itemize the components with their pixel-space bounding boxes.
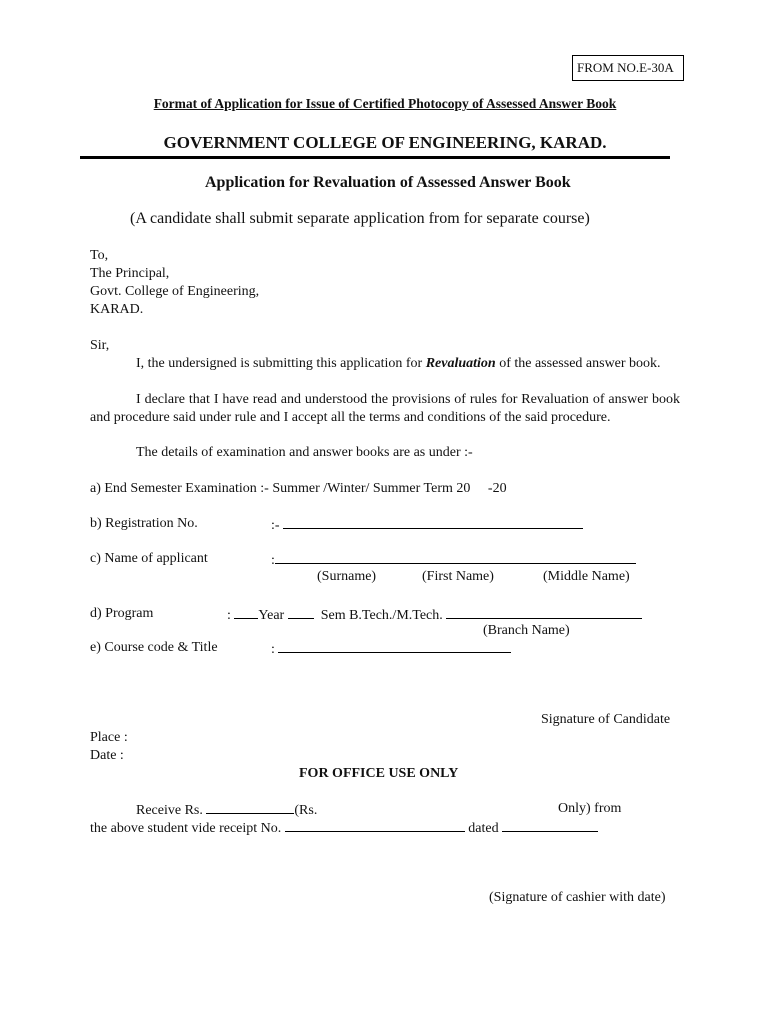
registration-input[interactable] (271, 516, 583, 534)
year-label: Year (258, 608, 285, 623)
candidate-signature: Signature of Candidate (541, 712, 671, 727)
candidate-note: (A candidate shall submit separate application from for separate course) (130, 210, 590, 227)
only-from-label: Only) from (558, 801, 622, 816)
place-label: Place : (90, 730, 128, 745)
field-course-label: e) Course code & Title (90, 640, 218, 655)
receipt-label: the above student vide receipt No. (90, 821, 282, 836)
address-line: Govt. College of Engineering, (90, 284, 260, 299)
program-sep: : (227, 608, 231, 623)
format-title: Format of Application for Issue of Certified Photocopy of Assessed Answer Book (153, 96, 617, 111)
name-input[interactable] (271, 551, 636, 569)
field-registration-label: b) Registration No. (90, 516, 198, 531)
heading-rule (80, 156, 670, 159)
course-sep: : (271, 642, 275, 657)
form-number-box: FROM NO.E-30A (572, 55, 684, 81)
field-exam (90, 481, 507, 497)
address-line: KARAD. (90, 302, 144, 317)
course-input[interactable] (271, 640, 511, 658)
branch-caption: (Branch Name) (483, 623, 570, 638)
paragraph-declaration: I declare that I have read and understood the provisions of rules for Revaluation of answer book and procedure said under rule and I accept all the terms and conditions of the said procedure. (90, 392, 680, 425)
application-title: Application for Revaluation of Assessed Answer Book (205, 174, 571, 191)
receipt-line[interactable] (90, 819, 598, 837)
exam-label: a) End Semester Examination :- Summer /Winter/ Summer Term 20 (90, 481, 471, 496)
address-line: The Principal, (90, 266, 170, 281)
p1-emphasis: Revaluation (425, 356, 496, 371)
first-name-caption: (First Name) (422, 569, 494, 584)
paragraph-details: The details of examination and answer books are as under :- (136, 445, 473, 460)
rs-label: (Rs. (294, 803, 318, 818)
p1-text: I, the undersigned is submitting this application for (136, 356, 423, 371)
exam-suffix: -20 (487, 481, 507, 496)
middle-name-caption: (Middle Name) (543, 569, 630, 584)
paragraph-revaluation (90, 355, 680, 373)
name-sep: : (271, 553, 275, 568)
p1-text-end: of the assessed answer book. (499, 356, 661, 371)
registration-sep: :- (271, 518, 280, 533)
dated-label: dated (468, 821, 499, 836)
receive-label: Receive Rs. (136, 803, 203, 818)
address-line: To, (90, 248, 109, 263)
office-use-heading: FOR OFFICE USE ONLY (299, 766, 459, 781)
college-name: GOVERNMENT COLLEGE OF ENGINEERING, KARAD. (163, 133, 607, 152)
program-input[interactable] (227, 606, 642, 624)
field-program-label: d) Program (90, 606, 154, 621)
date-label: Date : (90, 748, 124, 763)
surname-caption: (Surname) (317, 569, 377, 584)
receive-line[interactable] (136, 801, 317, 819)
cashier-signature: (Signature of cashier with date) (489, 890, 666, 905)
salutation: Sir, (90, 338, 110, 353)
sem-label: Sem B.Tech./M.Tech. (320, 608, 443, 623)
field-name-label: c) Name of applicant (90, 551, 208, 566)
